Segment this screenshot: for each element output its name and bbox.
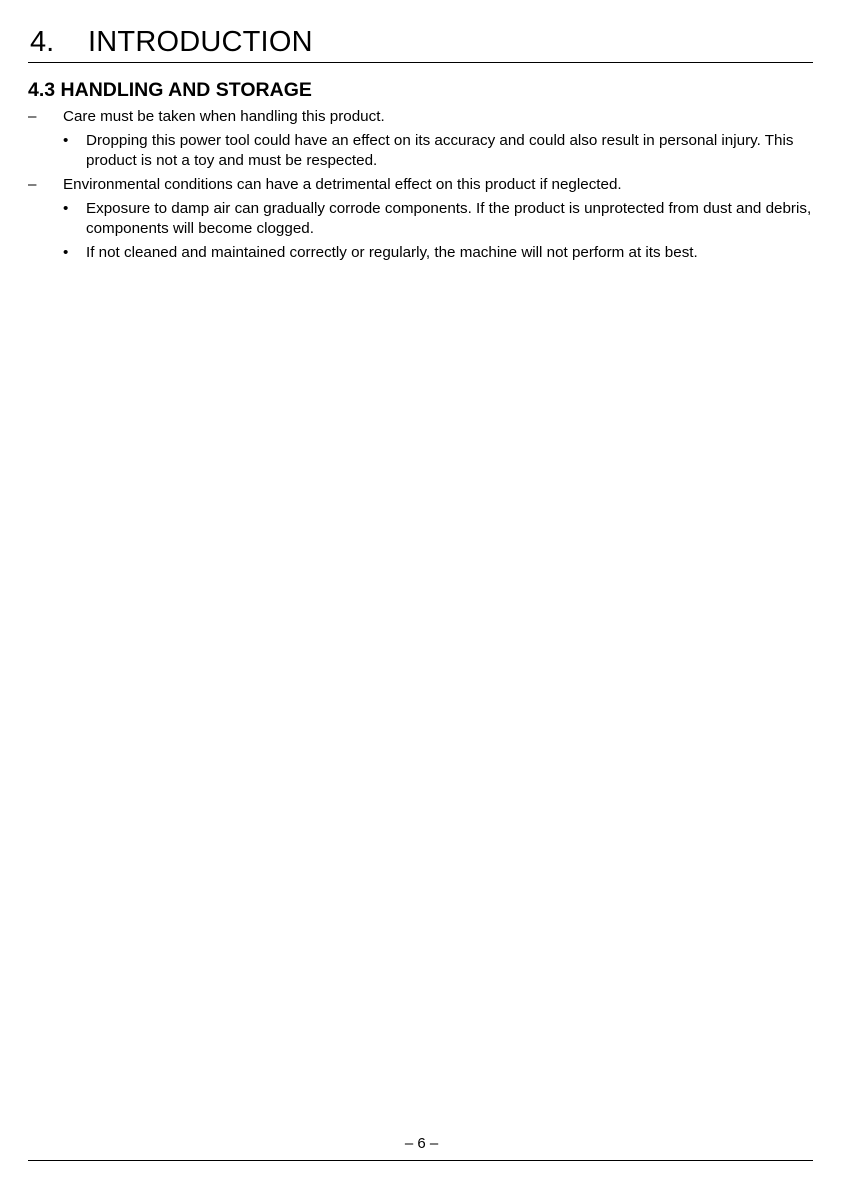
bullet-item <box>63 199 818 239</box>
bullet-marker: • <box>63 132 69 149</box>
dash-item-environment <box>28 175 818 263</box>
bullet-list <box>63 131 818 171</box>
bullet-text: Exposure to damp air can gradually corrode components. If the product is unprotected from dust and debris, components will become clogged. <box>86 200 812 237</box>
bullet-marker: • <box>63 200 69 217</box>
section-title: 4.3 HANDLING AND STORAGE <box>28 79 312 101</box>
bullet-list <box>63 199 818 263</box>
chapter-heading <box>28 26 813 63</box>
dash-marker: – <box>28 108 37 125</box>
footer-divider <box>28 1160 813 1161</box>
bullet-marker: • <box>63 244 69 261</box>
section-content <box>28 107 818 267</box>
dash-marker: – <box>28 176 37 193</box>
chapter-title: INTRODUCTION <box>88 26 313 58</box>
bullet-item <box>63 243 818 263</box>
page-number: – 6 – <box>404 1135 439 1152</box>
bullet-text: Dropping this power tool could have an effect on its accuracy and could also result in personal injury. This product is not a toy and must be respected. <box>86 132 794 169</box>
dash-item-handling <box>28 107 818 171</box>
dash-item-text: Environmental conditions can have a detrimental effect on this product if neglected. <box>63 176 622 193</box>
dash-item-text: Care must be taken when handling this product. <box>63 108 385 125</box>
bullet-item <box>63 131 818 171</box>
bullet-text: If not cleaned and maintained correctly or regularly, the machine will not perform at its best. <box>86 244 698 261</box>
chapter-number: 4. <box>30 26 55 58</box>
